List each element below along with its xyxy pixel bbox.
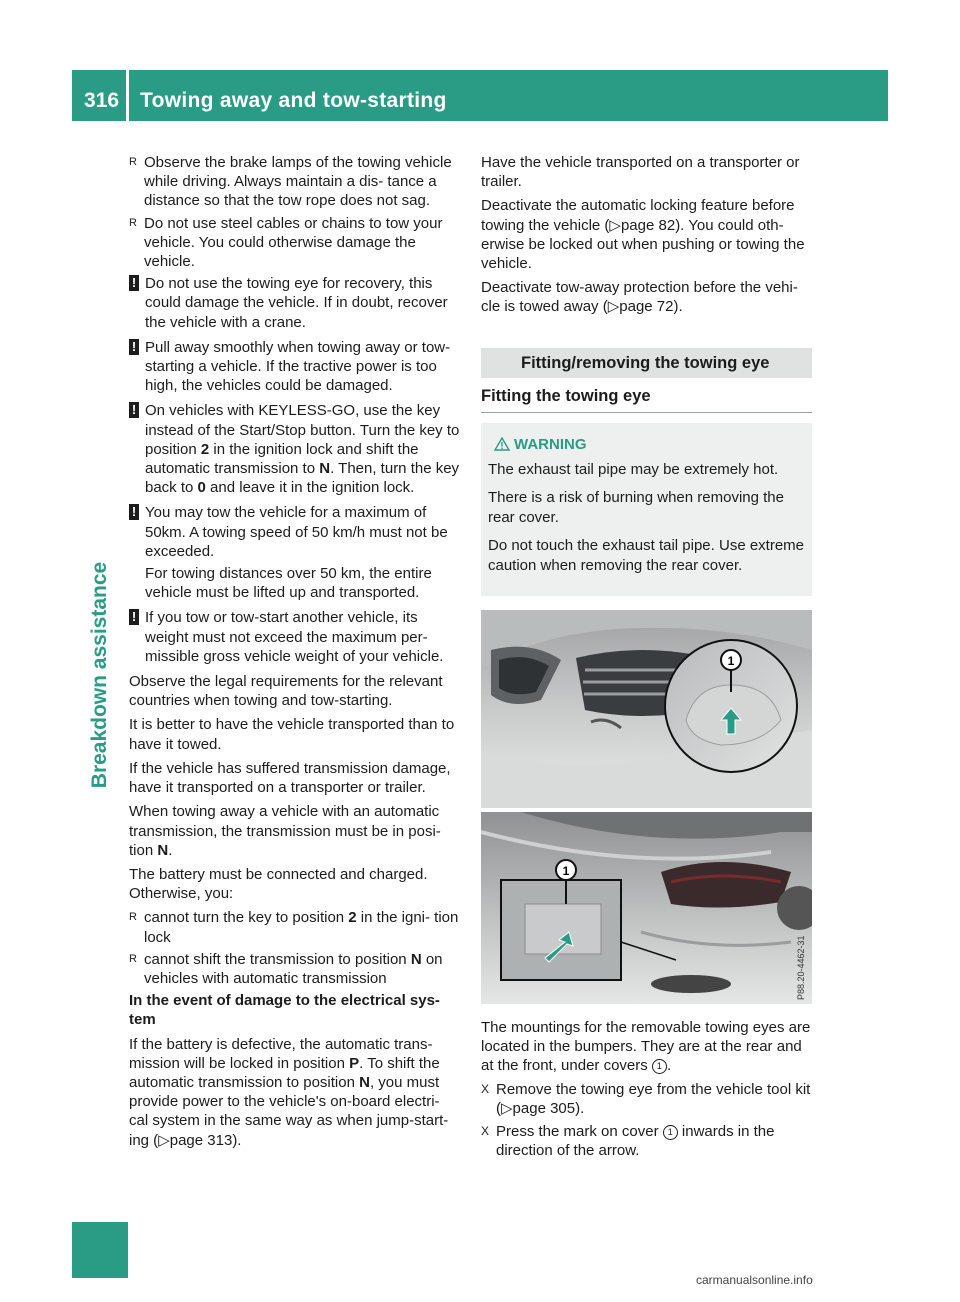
paragraph: When towing away a vehicle with an automatic transmission, the transmission must be in posi- tion N.: [129, 803, 441, 859]
exclamation-icon: !: [129, 402, 139, 418]
right-column: [481, 153, 812, 1163]
front-bumper-illustration: [481, 610, 812, 808]
page-reference[interactable]: page 305: [512, 1100, 576, 1118]
paragraph: Deactivate tow-away protection before the vehi- cle is towed away (▷page 72).: [481, 279, 798, 316]
step-item: X Press the mark on cover 1 inwards in the direction of the arrow.: [481, 1122, 775, 1159]
paragraph: The battery must be connected and charged. Otherwise, you:: [129, 865, 428, 903]
list-item: R cannot turn the key to position 2 in the igni- tion lock: [129, 909, 459, 946]
side-section-label: [80, 555, 120, 795]
page-ref-icon: ▷: [607, 298, 620, 316]
callout-number: 1: [727, 653, 735, 668]
page-reference[interactable]: page 72: [619, 298, 674, 316]
left-column: [129, 153, 460, 1155]
side-section-text: Breakdown assistance: [88, 561, 111, 789]
bullet-icon: R: [129, 156, 137, 168]
list-item: R Observe the brake lamps of the towing vehicle while driving. Always maintain a dis- tance a distance so that the tow rope does not sag.: [129, 154, 452, 210]
callout-1-icon: 1: [663, 1125, 678, 1140]
bullet-icon: R: [129, 952, 137, 965]
watermark: carmanualsonline.info: [696, 1273, 813, 1287]
step-arrow-icon: X: [481, 1123, 490, 1138]
page-reference[interactable]: page 82: [620, 216, 676, 234]
notice-item: ! Pull away smoothly when towing away or tow-starting a vehicle. If the tractive power is too high, the vehicles could be damaged.: [129, 338, 460, 396]
warning-box: WARNING The exhaust tail pipe may be extremely hot. There is a risk of burning when removing the rear cover. Do not touch the exhaust tail pipe. Use extreme caution when removing the rear cover.: [481, 423, 812, 596]
figure-code: P88.20-4462-31: [796, 934, 806, 1000]
page-number: 316: [84, 89, 120, 112]
page-ref-icon: ▷: [158, 1131, 170, 1149]
paragraph: The mountings for the removable towing eyes are located in the bumpers. They are at the rear and at the front, under covers 1 .: [481, 1018, 811, 1074]
exclamation-icon: !: [129, 609, 139, 625]
subsection-heading: In the event of damage to the electrical sys- tem: [129, 992, 440, 1029]
bullet-icon: R: [129, 216, 137, 229]
notice-item: ! If you tow or tow-start another vehicle, its weight must not exceed the maximum per- missible gross vehicle weight of your vehicle.: [129, 608, 460, 666]
callout-number: 1: [562, 863, 570, 878]
exclamation-icon: !: [129, 275, 139, 291]
notice-item: ! On vehicles with KEYLESS-GO, use the key instead of the Start/Stop button. Turn the key to position 2 in the ignition lock and shift the automatic transmission to N. Then, turn the key back to 0 and leave it in the ignition lock.: [129, 401, 460, 497]
header-divider: [126, 70, 129, 121]
paragraph: Deactivate the automatic locking feature before towing the vehicle (▷page 82). You could oth- erwise be locked out when pushing or towing the vehicle.: [481, 197, 805, 273]
callout-1-icon: 1: [652, 1059, 667, 1074]
paragraph: If the battery is defective, the automatic trans- mission will be locked in position P. To shift the automatic transmission to position N, you must provide power to the vehicle's on-board electri- cal system in the same way as when jump-start- ing (▷page 313).: [129, 1035, 449, 1149]
section-heading: Fitting/removing the towing eye: [481, 348, 812, 378]
warning-triangle-icon: [494, 437, 510, 451]
paragraph: Have the vehicle transported on a transporter or trailer.: [481, 154, 800, 191]
notice-item: ! You may tow the vehicle for a maximum of 50km. A towing speed of 50 km/h must not be exceeded. For towing distances over 50 km, the entire vehicle must be lifted up and transported.: [129, 503, 460, 602]
page-ref-icon: ▷: [609, 216, 621, 234]
list-item: R cannot shift the transmission to position N on vehicles with automatic transmission: [129, 950, 443, 987]
paragraph: It is better to have the vehicle transported than to have it towed.: [129, 716, 455, 753]
warning-title: WARNING: [514, 435, 587, 453]
exclamation-icon: !: [129, 339, 139, 355]
page-reference[interactable]: page 313: [169, 1131, 233, 1149]
exclamation-icon: !: [129, 504, 139, 520]
step-arrow-icon: X: [481, 1082, 490, 1097]
bullet-icon: R: [129, 911, 137, 924]
side-marker: [72, 1222, 128, 1278]
list-item: R Do not use steel cables or chains to tow your vehicle. You could otherwise damage the vehicle.: [129, 214, 443, 271]
page-ref-icon: ▷: [501, 1100, 513, 1118]
notice-item: ! Do not use the towing eye for recovery, this could damage the vehicle. If in doubt, recover the vehicle with a crane.: [129, 274, 460, 332]
paragraph: Observe the legal requirements for the relevant countries when towing and tow-starting.: [129, 673, 443, 710]
page-title: Towing away and tow-starting: [140, 89, 447, 112]
rear-bumper-illustration: [481, 812, 812, 1004]
paragraph: If the vehicle has suffered transmission damage, have it transported on a transporter or trailer.: [129, 759, 451, 797]
step-item: X Remove the towing eye from the vehicle tool kit (▷page 305).: [481, 1081, 811, 1118]
subsection-heading: Fitting the towing eye: [481, 387, 812, 413]
